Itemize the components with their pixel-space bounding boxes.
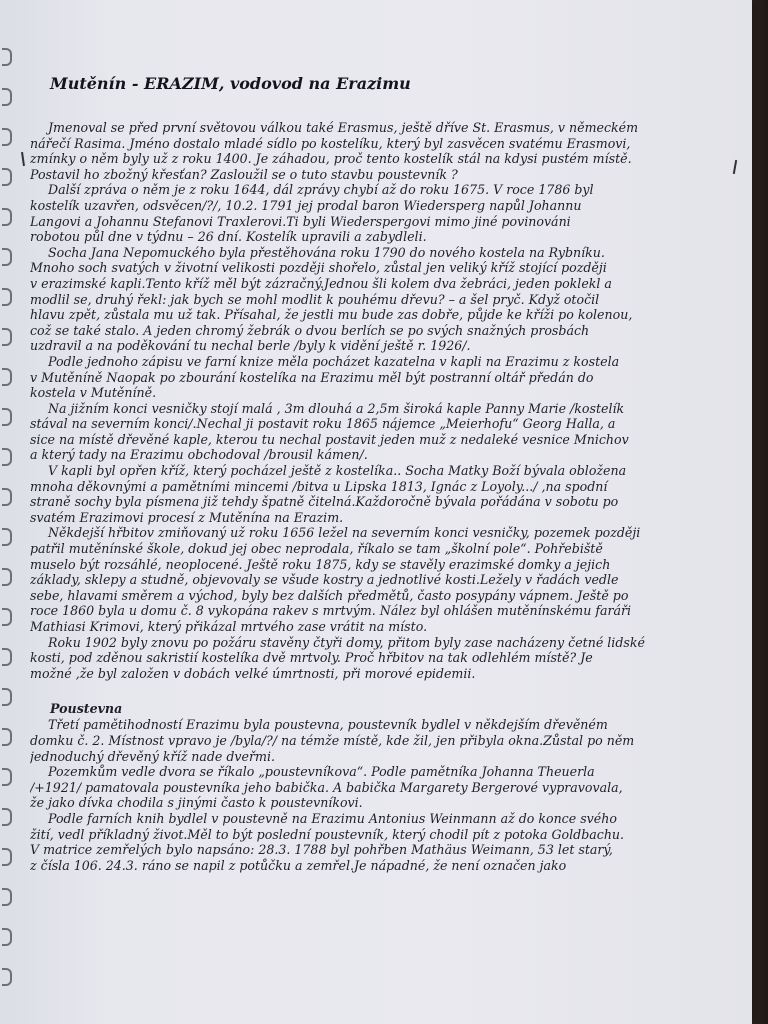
text-line: Roku 1902 byly znovu po požáru stavěny čtyři domy, přitom byly zase nacházeny četné lidské xyxy=(48,634,645,650)
margin-pencil-mark xyxy=(733,160,737,174)
section-heading: Poustevna xyxy=(50,701,123,717)
text-line: modlil se, druhý řekl: jak bych se mohl modlit k pouhému dřevu? – a šel pryč. Když otočil xyxy=(30,291,600,307)
text-line: kostelík uzavřen, odsvěcen/?/, 10.2. 1791 jej prodal baron Wiedersperg napůl Johannu xyxy=(30,197,582,213)
text-line: jednoduchý dřevěný kříž nade dveřmi. xyxy=(30,748,275,764)
binding-ring xyxy=(2,728,12,746)
binding-ring xyxy=(2,888,12,906)
text-line: sice na místě dřevěné kaple, kterou tu nechal postavit jeden muž z nedaleké vesnice Mnichov xyxy=(30,431,629,447)
binding-ring xyxy=(2,608,12,626)
binding-ring xyxy=(2,808,12,826)
text-line: Mathiasi Krimovi, který přikázal mrtvého zase vrátit na místo. xyxy=(30,619,428,634)
binding-ring xyxy=(2,688,12,706)
binding-ring xyxy=(2,928,12,946)
binding-ring xyxy=(2,448,12,466)
text-line: patřil mutěnínské škole, dokud jej obec neprodala, říkalo se tam „školní pole“. Pohřebiště xyxy=(30,541,603,557)
text-line: V kapli byl opřen kříž, který pocházel ještě z kostelíka.. Socha Matky Boží bývala obložena xyxy=(48,463,627,479)
binding-ring xyxy=(2,848,12,866)
text-line: Jmenoval se před první světovou válkou také Erasmus, ještě dříve St. Erasmus, v německém xyxy=(48,120,639,135)
binding-ring xyxy=(2,168,12,186)
margin-pencil-mark xyxy=(21,152,25,166)
text-line: možné ,že byl založen v dobách velké úmrtnosti, při morové epidemii. xyxy=(30,665,476,681)
text-line: Socha Jana Nepomuckého byla přestěhována roku 1790 do nového kostela na Rybníku. xyxy=(48,244,605,260)
binding-ring xyxy=(2,968,12,986)
text-line: /+1921/ pamatovala poustevníka jeho babička. A babička Margarety Bergerové vypravovala, xyxy=(30,779,623,795)
text-line: straně sochy byla písmena již tehdy špatně čitelná.Každoročně bývala pořádána v sobotu po xyxy=(30,494,619,510)
binding-ring xyxy=(2,288,12,306)
text-line: což se také stalo. A jeden chromý žebrák o dvou berlích se po svých snažných prosbách xyxy=(30,322,590,338)
paragraph xyxy=(30,182,730,244)
text-line: z čísla 106. 24.3. ráno se napil z potůčku a zemřel.Je nápadné, že není označen jako xyxy=(30,857,567,873)
text-line: Podle farních knih bydlel v poustevně na Erazimu Antonius Weinmann až do konce svého xyxy=(48,810,617,826)
text-line: sebe, hlavami směrem a východ, byly bez dalších předmětů, často posypány vápnem. Ještě po xyxy=(30,587,629,603)
paragraph xyxy=(30,811,730,873)
binding-ring xyxy=(2,328,12,346)
text-line: domku č. 2. Místnost vpravo je /byla/?/ na témže místě, kde žil, jen přibyla okna.Zůstal po něm xyxy=(30,732,635,748)
binding-ring xyxy=(2,88,12,106)
paragraph xyxy=(30,354,730,401)
binding-ring xyxy=(2,408,12,426)
spiral-binding xyxy=(0,0,14,1024)
text-line: že jako dívka chodila s jinými často k poustevníkovi. xyxy=(30,795,363,811)
text-line: Langovi a Johannu Stefanovi Traxlerovi.Ti byli Wiederspergovi mimo jiné povinováni xyxy=(30,213,571,229)
binding-ring xyxy=(2,368,12,386)
binding-ring xyxy=(2,568,12,586)
text-line: Třetí pamětihodností Erazimu byla poustevna, poustevník bydlel v někdejším dřevěném xyxy=(48,717,608,733)
text-line: uzdravil a na poděkování tu nechal berle /byly k vidění ještě r. 1926/. xyxy=(30,338,471,354)
text-line: svatém Erazimovi procesí z Mutěnína na Erazim. xyxy=(30,509,344,525)
paragraph xyxy=(30,463,730,525)
text-line: kosti, pod zděnou sakristií kostelíka dvě mrtvoly. Proč hřbitov na tak odlehlém místě? Je xyxy=(30,650,593,666)
binding-ring xyxy=(2,648,12,666)
text-line: žití, vedl příkladný život.Měl to být poslední poustevník, který chodil pít z potoka Goldbachu. xyxy=(30,826,625,842)
paragraph xyxy=(30,245,730,354)
binding-ring xyxy=(2,128,12,146)
binding-ring xyxy=(2,528,12,546)
binding-ring xyxy=(2,248,12,266)
binding-ring xyxy=(2,48,12,66)
document-content xyxy=(30,62,730,873)
text-line: nářečí Rasima. Jméno dostalo mladé sídlo po kostelíku, který byl zasvěcen svatému Erasmovi, xyxy=(30,135,631,151)
text-line: Postavil ho zbožný křesťan? Zasloužil se o tuto stavbu poustevník ? xyxy=(30,166,458,182)
binding-ring xyxy=(2,208,12,226)
text-line: hlavu zpět, zůstala mu už tak. Přísahal, že jestli mu bude zas dobře, půjde ke kříži po kolenou, xyxy=(30,307,633,323)
text-line: a který tady na Erazimu obchodoval /brousil kámen/. xyxy=(30,447,368,463)
paragraph xyxy=(30,764,730,811)
text-line: V matrice zemřelých bylo napsáno: 28.3. 1788 byl pohřben Mathäus Weimann, 53 let starý, xyxy=(30,842,613,858)
paragraph xyxy=(30,120,730,182)
text-line: Podle jednoho zápisu ve farní knize měla pocházet kazatelna v kapli na Erazimu z kostela xyxy=(48,353,620,369)
page-title: Mutěnín - ERAZIM, vodovod na Erazimu xyxy=(50,74,411,93)
text-line: Někdejší hřbitov zmiňovaný už roku 1656 ležel na severním konci vesničky, pozemek později xyxy=(48,525,641,541)
text-line: v erazimské kapli.Tento kříž měl být zázračný.Jednou šli kolem dva žebráci, jeden poklekl a xyxy=(30,275,612,291)
text-line: Mnoho soch svatých v životní velikosti později shořelo, zůstal jen veliký kříž stojící později xyxy=(30,260,607,276)
binding-ring xyxy=(2,488,12,506)
text-line: Další zpráva o něm je z roku 1644, dál zprávy chybí až do roku 1675. V roce 1786 byl xyxy=(48,182,594,198)
text-line: kostela v Mutěníně. xyxy=(30,385,157,401)
text-line: v Mutěníně Naopak po zbourání kostelíka na Erazimu měl být postranní oltář předán do xyxy=(30,369,594,385)
text-line: mnoha děkovnými a pamětními mincemi /bitva u Lipska 1813, Ignác z Loyoly.../ ,na spodní xyxy=(30,478,608,494)
paragraph xyxy=(30,525,730,634)
paragraph xyxy=(30,401,730,463)
paragraph xyxy=(30,635,730,682)
text-line: Na jižním konci vesničky stojí malá , 3m dlouhá a 2,5m široká kaple Panny Marie /kostelík xyxy=(48,400,625,416)
text-line: stával na severním konci/.Nechal ji postavit roku 1865 nájemce „Meierhofu“ Georg Halla, a xyxy=(30,416,616,432)
text-line: muselo být rozsáhlé, neoplocené. Ještě roku 1875, kdy se stavěly erazimské domky a jejich xyxy=(30,556,611,572)
text-line: základy, sklepy a studně, objevovaly se všude kostry a jednotlivé kosti.Ležely v řadách vedle xyxy=(30,572,619,588)
paragraph xyxy=(30,717,730,764)
text-line: roce 1860 byla u domu č. 8 vykopána rakev s mrtvým. Nález byl ohlášen mutěnínskému faráři xyxy=(30,603,632,619)
text-line: Pozemkům vedle dvora se říkalo „poustevníkova“. Podle pamětníka Johanna Theuerla xyxy=(48,764,595,780)
text-line: zmínky o něm byly už z roku 1400. Je záhadou, proč tento kostelík stál na kdysi pustém místě. xyxy=(30,151,632,167)
binding-ring xyxy=(2,768,12,786)
text-line: robotou půl dne v týdnu – 26 dní. Kostelík upravili a zabydleli. xyxy=(30,229,427,245)
